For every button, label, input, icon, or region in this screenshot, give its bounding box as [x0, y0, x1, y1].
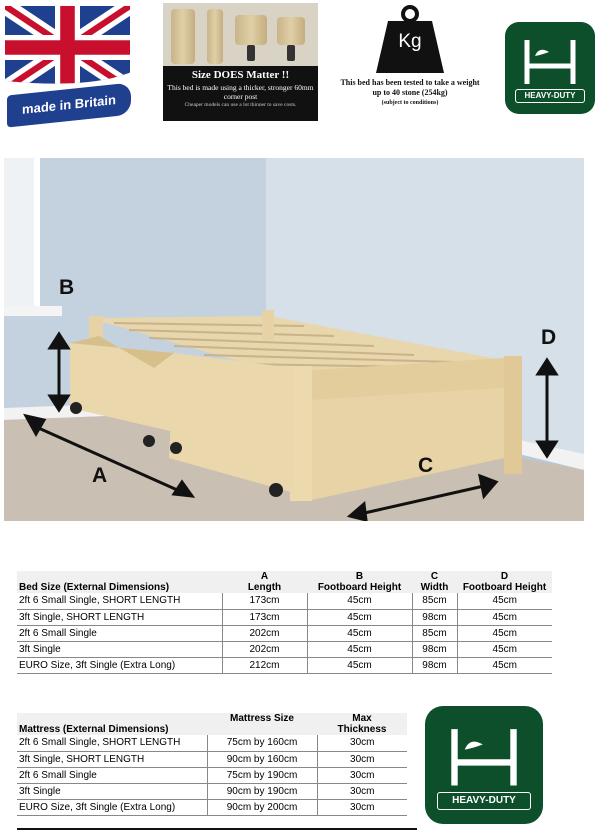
- table-row: [17, 657, 552, 673]
- max-thickness-header: [317, 713, 407, 735]
- mattress-size-header: Mattress Size: [230, 713, 294, 724]
- footboard-b-header-label: Footboard Height: [317, 582, 402, 593]
- heavy-duty-badge-top: [505, 22, 595, 114]
- weight-tested-badge: [340, 3, 480, 121]
- width-cell: 98cm: [412, 657, 457, 673]
- thickness-cell: 30cm: [317, 783, 407, 799]
- mattress-name-cell: EURO Size, 3ft Single (Extra Long): [17, 799, 207, 815]
- width-header-label: Width: [420, 582, 449, 593]
- max-thickness-header-top: Max: [352, 713, 372, 724]
- table-row: [17, 593, 552, 609]
- weight-tested-condition: (subject to conditions): [381, 100, 439, 106]
- footboard-d-cell: 45cm: [457, 657, 552, 673]
- dimension-label-c: C: [418, 454, 434, 477]
- mattress-size-cell: 75cm by 160cm: [207, 735, 317, 751]
- footboard-d-cell: 45cm: [457, 625, 552, 641]
- union-jack-flag-icon: [5, 5, 130, 90]
- made-in-britain-badge: [5, 5, 130, 123]
- max-thickness-header-label: Thickness: [337, 724, 387, 735]
- length-cell: 212cm: [222, 657, 307, 673]
- length-cell: 202cm: [222, 625, 307, 641]
- weight-unit: Kg: [398, 31, 422, 52]
- mattress-size-cell: 90cm by 160cm: [207, 751, 317, 767]
- footboard-d-cell: 45cm: [457, 641, 552, 657]
- width-cell: 98cm: [412, 609, 457, 625]
- footboard-d-header-label: Footboard Height: [462, 582, 547, 593]
- heavy-duty-badge-bottom: [425, 706, 543, 824]
- footboard-height-b-header: [307, 571, 412, 593]
- mattress-size-cell: 90cm by 200cm: [207, 799, 317, 815]
- length-header-label: Length: [247, 582, 282, 593]
- heavy-duty-label: HEAVY-DUTY: [437, 792, 531, 810]
- dimension-label-d: D: [541, 326, 557, 349]
- table-bottom-rule: [17, 828, 417, 830]
- mattress-size-cell: 75cm by 190cm: [207, 767, 317, 783]
- size-matters-badge: [163, 3, 318, 121]
- length-cell: 202cm: [222, 641, 307, 657]
- width-cell: 85cm: [412, 593, 457, 609]
- table-row: [17, 751, 407, 767]
- bed-size-cell: 2ft 6 Small Single: [17, 625, 222, 641]
- mattress-name-cell: 2ft 6 Small Single: [17, 767, 207, 783]
- length-header-letter: A: [260, 571, 269, 582]
- length-cell: 173cm: [222, 593, 307, 609]
- size-matters-title: Size DOES Matter !!: [191, 69, 290, 81]
- length-cell: 173cm: [222, 609, 307, 625]
- mattress-name-cell: 3ft Single, SHORT LENGTH: [17, 751, 207, 767]
- width-cell: 85cm: [412, 625, 457, 641]
- footboard-b-cell: 45cm: [307, 609, 412, 625]
- weight-tested-text: [340, 78, 480, 108]
- weight-tested-main: This bed has been tested to take a weight up to 40 stone (254kg): [340, 78, 480, 97]
- mattress-header: Mattress (External Dimensions): [19, 724, 169, 735]
- table-row: [17, 609, 552, 625]
- mattress-size-cell: 90cm by 190cm: [207, 783, 317, 799]
- table-row: [17, 641, 552, 657]
- dimension-label-b: B: [59, 276, 75, 299]
- thickness-cell: 30cm: [317, 799, 407, 815]
- made-in-britain-label: made in Britain: [7, 82, 131, 127]
- mattress-name-cell: 3ft Single: [17, 783, 207, 799]
- bed-table-header-row: [17, 571, 552, 593]
- table-row: [17, 783, 407, 799]
- footboard-b-cell: 45cm: [307, 625, 412, 641]
- width-header: [412, 571, 457, 593]
- size-matters-note: Cheaper models can use a lot thinner to save costs.: [184, 102, 297, 108]
- thickness-cell: 30cm: [317, 735, 407, 751]
- footboard-b-cell: 45cm: [307, 657, 412, 673]
- heavy-duty-label: HEAVY-DUTY: [515, 89, 585, 103]
- bed-size-cell: 3ft Single, SHORT LENGTH: [17, 609, 222, 625]
- bed-size-cell: 2ft 6 Small Single, SHORT LENGTH: [17, 593, 222, 609]
- table-row: [17, 767, 407, 783]
- mattress-name-cell: 2ft 6 Small Single, SHORT LENGTH: [17, 735, 207, 751]
- footboard-height-d-header: [457, 571, 552, 593]
- footboard-b-cell: 45cm: [307, 641, 412, 657]
- corner-post-samples-image: [163, 3, 318, 66]
- table-row: [17, 735, 407, 751]
- width-header-letter: C: [430, 571, 439, 582]
- bed-photo-illustration: [4, 158, 584, 521]
- bed-dimensions-photo: [4, 158, 584, 521]
- table-row: [17, 625, 552, 641]
- footboard-b-cell: 45cm: [307, 593, 412, 609]
- thickness-cell: 30cm: [317, 767, 407, 783]
- bed-size-cell: EURO Size, 3ft Single (Extra Long): [17, 657, 222, 673]
- mattress-table: [17, 713, 407, 816]
- dimension-label-a: A: [92, 464, 108, 487]
- footboard-d-header-letter: D: [500, 571, 509, 582]
- footboard-b-header-letter: B: [355, 571, 364, 582]
- mattress-table-header-row: [17, 713, 407, 735]
- bed-size-cell: 3ft Single: [17, 641, 222, 657]
- thickness-cell: 30cm: [317, 751, 407, 767]
- size-matters-text: This bed is made using a thicker, stronger 60mm corner post: [167, 83, 314, 101]
- length-header: [222, 571, 307, 593]
- table-row: [17, 799, 407, 815]
- width-cell: 98cm: [412, 641, 457, 657]
- footboard-d-cell: 45cm: [457, 609, 552, 625]
- bed-size-table: [17, 571, 552, 674]
- bed-size-header: Bed Size (External Dimensions): [19, 582, 170, 593]
- footboard-d-cell: 45cm: [457, 593, 552, 609]
